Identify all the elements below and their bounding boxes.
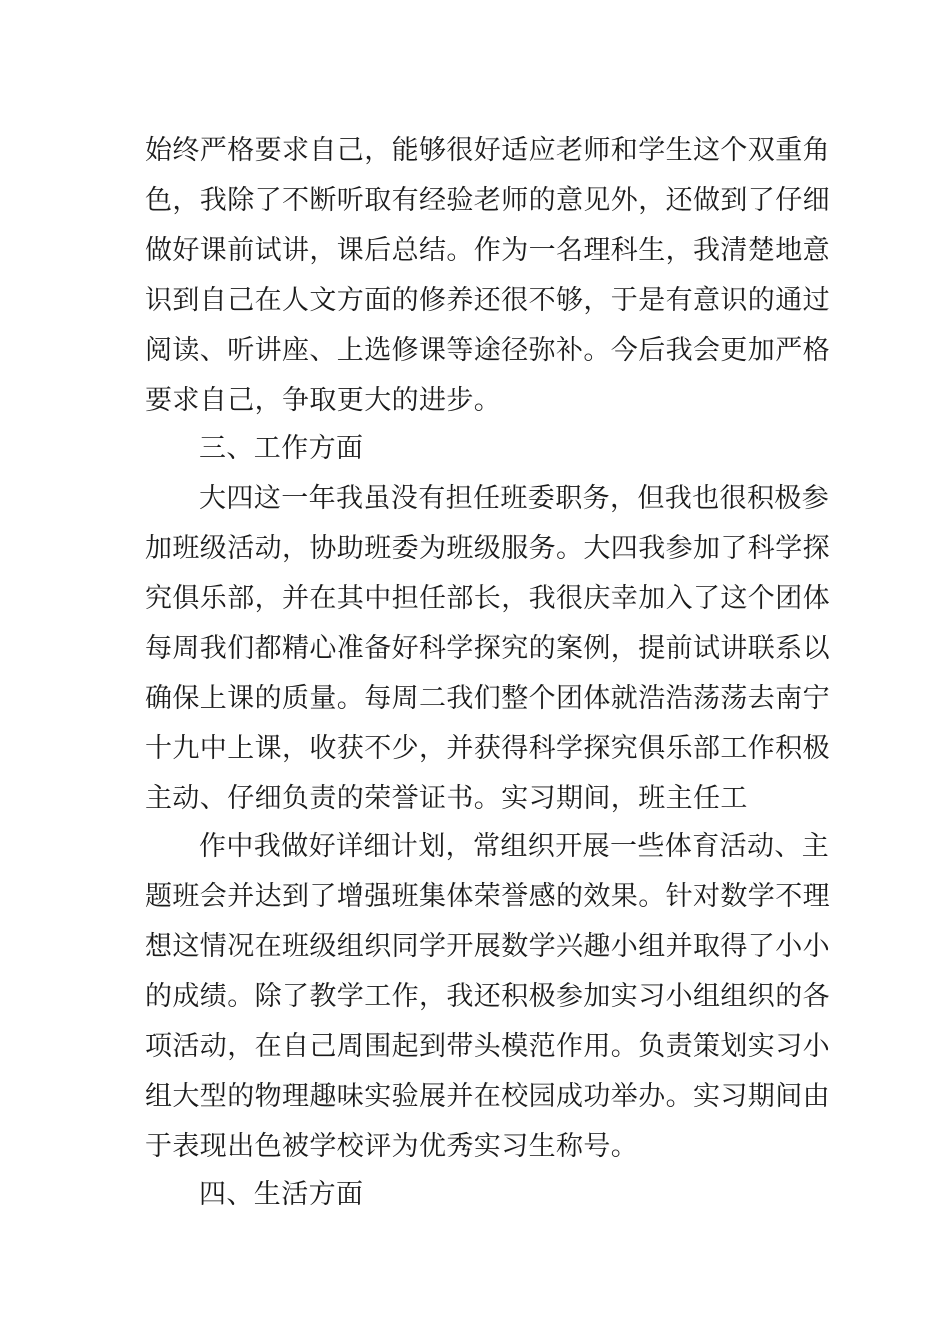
- text-line: 题班会并达到了增强班集体荣誉感的效果。针对数学不理: [145, 881, 830, 912]
- paragraph-class-duties: [145, 822, 830, 1172]
- text-line: 组大型的物理趣味实验展并在校园成功举办。实习期间由: [145, 1081, 830, 1112]
- text-line: 色，我除了不断听取有经验老师的意见外，还做到了仔细: [145, 185, 830, 216]
- text-line: 项活动，在自己周围起到带头模范作用。负责策划实习小: [145, 1031, 830, 1062]
- text-line: 阅读、听讲座、上选修课等途径弥补。今后我会更加严格: [145, 335, 830, 366]
- text-line: 主动、仔细负责的荣誉证书。实习期间，班主任工: [145, 783, 748, 814]
- text-line: 加班级活动，协助班委为班级服务。大四我参加了科学探: [145, 533, 830, 564]
- text-line: 的成绩。除了教学工作，我还积极参加实习小组组织的各: [145, 981, 830, 1012]
- paragraph-self-discipline: [145, 126, 830, 426]
- heading-text: 四、生活方面: [199, 1179, 364, 1210]
- heading-text: 三、工作方面: [199, 433, 364, 464]
- text-line: 想这情况在班级组织同学开展数学兴趣小组并取得了小小: [145, 931, 830, 962]
- text-line: 于表现出色被学校评为优秀实习生称号。: [145, 1131, 639, 1162]
- text-line: 确保上课的质量。每周二我们整个团体就浩浩荡荡去南宁: [145, 683, 830, 714]
- text-line: 识到自己在人文方面的修养还很不够，于是有意识的通过: [145, 285, 830, 316]
- text-line: 十九中上课，收获不少，并获得科学探究俱乐部工作积极: [145, 733, 830, 764]
- text-line: 每周我们都精心准备好科学探究的案例，提前试讲联系以: [145, 633, 830, 664]
- text-line: 始终严格要求自己，能够很好适应老师和学生这个双重角: [145, 135, 830, 166]
- text-line: 做好课前试讲，课后总结。作为一名理科生，我清楚地意: [145, 235, 830, 266]
- text-line: 究俱乐部，并在其中担任部长，我很庆幸加入了这个团体: [145, 583, 830, 614]
- section-heading-work: [145, 424, 810, 474]
- section-heading-life: [145, 1170, 810, 1220]
- paragraph-work: [145, 474, 830, 824]
- text-line: 大四这一年我虽没有担任班委职务，但我也很积极参: [199, 483, 830, 514]
- text-line: 要求自己，争取更大的进步。: [145, 385, 502, 416]
- text-line: 作中我做好详细计划，常组织开展一些体育活动、主: [199, 831, 830, 862]
